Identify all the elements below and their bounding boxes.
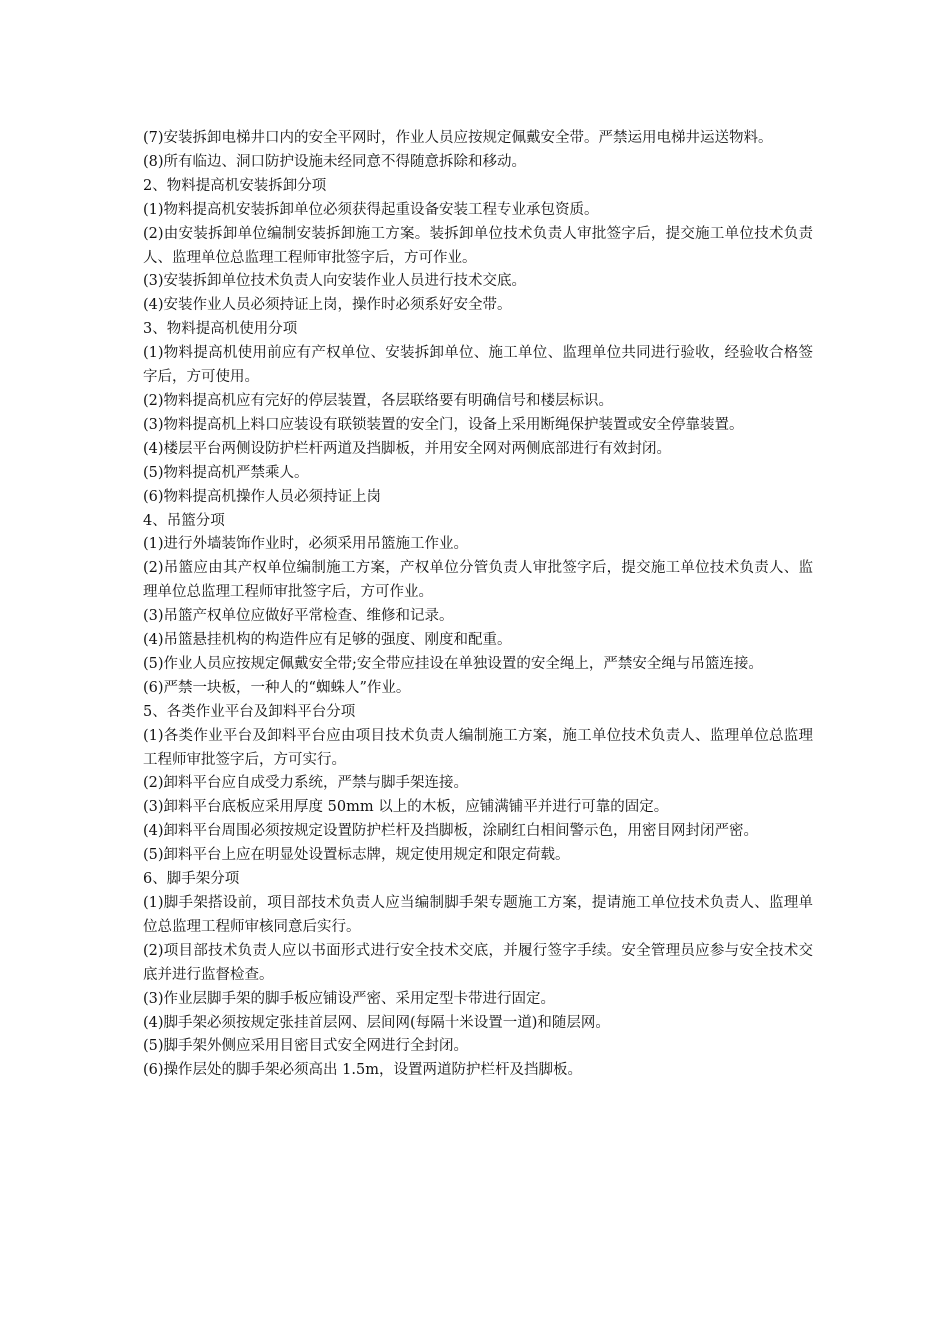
document-body — [143, 127, 813, 1083]
paragraph: (4)安装作业人员必须持证上岗，操作时必须系好安全带。 — [143, 297, 512, 314]
section-heading: 3、物料提高机使用分项 — [143, 321, 298, 338]
section-heading: 5、各类作业平台及卸料平台分项 — [143, 703, 356, 720]
paragraph: (1)脚手架搭设前，项目部技术负责人应当编制脚手架专题施工方案，提请施工单位技术负责人、监理单位总监理工程师审核同意后实行。 — [143, 895, 813, 935]
paragraph: (5)脚手架外侧应采用目密目式安全网进行全封闭。 — [143, 1038, 469, 1055]
paragraph: (6)操作层处的脚手架必须高出 1.5m，设置两道防护栏杆及挡脚板。 — [143, 1062, 582, 1079]
paragraph: (5)作业人员应按规定佩戴安全带;安全带应挂设在单独设置的安全绳上，严禁安全绳与吊篮连接。 — [143, 655, 763, 672]
paragraph: (6)物料提高机操作人员必须持证上岗 — [143, 488, 382, 505]
paragraph: (4)卸料平台周围必须按规定设置防护栏杆及挡脚板，涂刷红白相间警示色，用密目网封闭严密。 — [143, 823, 759, 840]
paragraph: (2)物料提高机应有完好的停层装置，各层联络要有明确信号和楼层标识。 — [143, 392, 614, 409]
paragraph: (3)卸料平台底板应采用厚度 50mm 以上的木板，应铺满铺平并进行可靠的固定。 — [143, 799, 669, 816]
paragraph: (2)项目部技术负责人应以书面形式进行安全技术交底，并履行签字手续。安全管理员应参与安全技术交底并进行监督检查。 — [143, 942, 813, 983]
paragraph: (5)卸料平台上应在明显处设置标志牌，规定使用规定和限定荷载。 — [143, 847, 570, 864]
paragraph: (5)物料提高机严禁乘人。 — [143, 464, 309, 481]
paragraph: (1)物料提高机安装拆卸单位必须获得起重设备安装工程专业承包资质。 — [143, 201, 599, 218]
paragraph: (3)安装拆卸单位技术负责人向安装作业人员进行技术交底。 — [143, 273, 527, 290]
paragraph: (1)各类作业平台及卸料平台应由项目技术负责人编制施工方案，施工单位技术负责人、监理单位总监理工程师审批签字后，方可实行。 — [143, 727, 813, 768]
paragraph: (6)严禁一块板，一种人的“蜘蛛人”作业。 — [143, 679, 411, 696]
paragraph: (2)由安装拆卸单位编制安装拆卸施工方案。装拆卸单位技术负责人审批签字后，提交施工单位技术负责人、监理单位总监理工程师审批签字后，方可作业。 — [143, 225, 813, 266]
section-heading: 6、脚手架分项 — [143, 871, 240, 888]
paragraph: (1)物料提高机使用前应有产权单位、安装拆卸单位、施工单位、监理单位共同进行验收，经验收合格签字后，方可使用。 — [143, 345, 813, 386]
paragraph: (3)吊篮产权单位应做好平常检查、维修和记录。 — [143, 608, 454, 625]
paragraph: (1)进行外墙装饰作业时，必须采用吊篮施工作业。 — [143, 536, 469, 553]
paragraph: (8)所有临边、洞口防护设施未经同意不得随意拆除和移动。 — [143, 153, 527, 170]
section-heading: 2、物料提高机安装拆卸分项 — [143, 177, 327, 194]
paragraph: (3)物料提高机上料口应装设有联锁装置的安全门，设备上采用断绳保护装置或安全停靠装置。 — [143, 416, 744, 433]
paragraph: (7)安装拆卸电梯井口内的安全平网时，作业人员应按规定佩戴安全带。严禁运用电梯井运送物料。 — [143, 130, 773, 146]
paragraph: (4)脚手架必须按规定张挂首层网、层间网(每隔十米设置一道)和随层网。 — [143, 1014, 610, 1031]
paragraph: (2)吊篮应由其产权单位编制施工方案，产权单位分管负责人审批签字后，提交施工单位技术负责人、监理单位总监理工程师审批签字后，方可作业。 — [143, 560, 813, 601]
section-heading: 4、吊篮分项 — [143, 512, 225, 529]
paragraph: (4)吊篮悬挂机构的构造件应有足够的强度、刚度和配重。 — [143, 632, 512, 649]
paragraph: (3)作业层脚手架的脚手板应铺设严密、采用定型卡带进行固定。 — [143, 990, 556, 1007]
paragraph: (2)卸料平台应自成受力系统，严禁与脚手架连接。 — [143, 775, 469, 792]
paragraph: (4)楼层平台两侧设防护栏杆两道及挡脚板，并用安全网对两侧底部进行有效封闭。 — [143, 440, 672, 457]
